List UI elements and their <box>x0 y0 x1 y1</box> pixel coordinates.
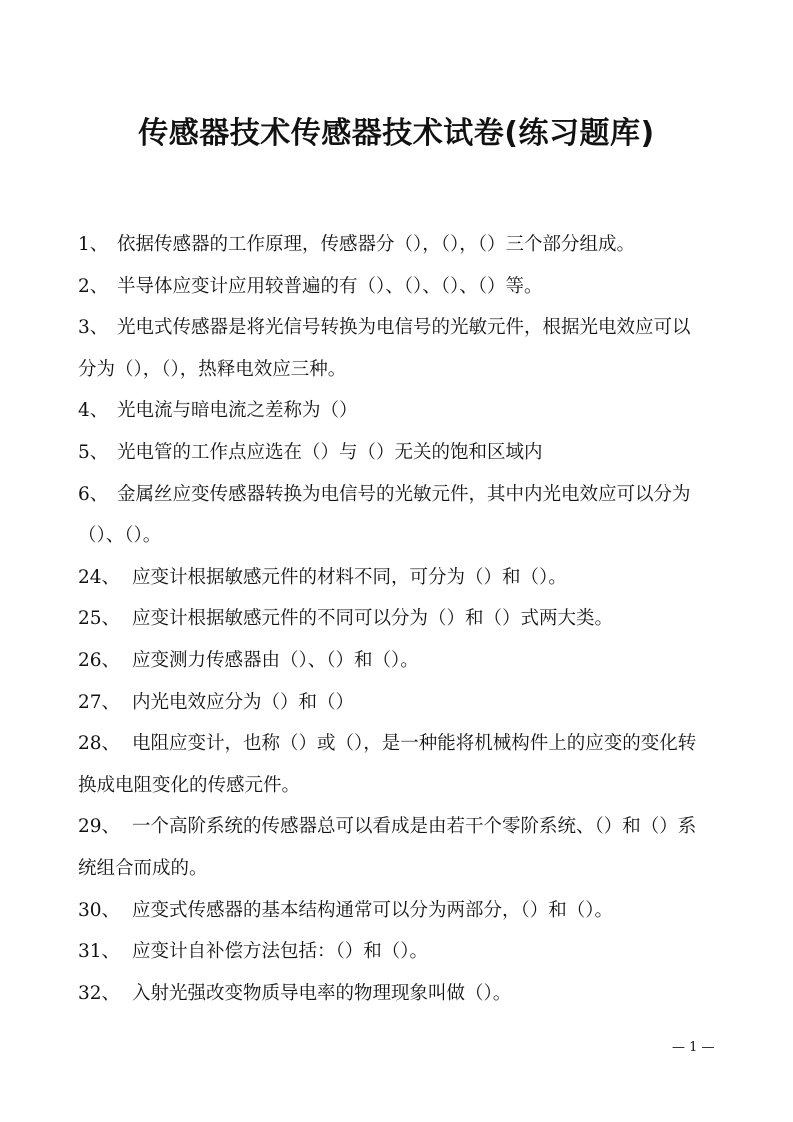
question-item <box>78 890 718 932</box>
question-number: 31、 <box>78 941 121 963</box>
question-item <box>78 723 718 806</box>
question-number: 6、 <box>78 483 109 505</box>
question-line <box>78 765 718 807</box>
question-line <box>78 682 718 724</box>
question-item <box>78 598 718 640</box>
question-number: 4、 <box>78 400 109 422</box>
question-text: 应变计自补偿方法包括：（）和（）。 <box>132 941 429 963</box>
question-line <box>78 266 718 308</box>
question-number: 29、 <box>78 816 121 838</box>
question-text: 入射光强改变物质导电率的物理现象叫做（）。 <box>132 982 512 1004</box>
question-line <box>78 557 718 599</box>
question-item <box>78 224 718 266</box>
question-line <box>78 432 718 474</box>
question-text: 金属丝应变传感器转换为电信号的光敏元件，其中内光电效应可以分为 <box>117 483 691 505</box>
question-number: 3、 <box>78 317 109 339</box>
question-line <box>78 640 718 682</box>
question-line <box>78 598 718 640</box>
question-line <box>78 931 718 973</box>
question-line <box>78 474 718 516</box>
question-number: 27、 <box>78 691 121 713</box>
question-text: 光电管的工作点应选在（）与（）无关的饱和区域内 <box>117 441 543 463</box>
question-text: 换成电阻变化的传感元件。 <box>78 774 301 796</box>
question-item <box>78 682 718 724</box>
document-title: 传感器技术传感器技术试卷(练习题库) <box>138 116 655 151</box>
question-line <box>78 848 718 890</box>
question-line <box>78 349 718 391</box>
question-item <box>78 390 718 432</box>
question-text: 内光电效应分为（）和（） <box>132 691 355 713</box>
question-line <box>78 307 718 349</box>
question-line <box>78 973 718 1015</box>
question-text: 电阻应变计，也称（）或（），是一种能将机械构件上的应变的变化转 <box>132 733 697 755</box>
question-item <box>78 640 718 682</box>
question-item <box>78 806 718 889</box>
question-text: 应变式传感器的基本结构通常可以分为两部分，（）和（）。 <box>132 899 614 921</box>
question-item <box>78 931 718 973</box>
question-text: （）、（）。 <box>78 525 162 547</box>
question-line <box>78 390 718 432</box>
question-text: 分为（），（），热释电效应三种。 <box>78 358 347 380</box>
question-number: 24、 <box>78 566 121 588</box>
question-list <box>78 224 718 1014</box>
question-number: 1、 <box>78 234 109 255</box>
question-line <box>78 515 718 557</box>
question-number: 28、 <box>78 733 121 755</box>
question-number: 2、 <box>78 275 109 297</box>
question-text: 半导体应变计应用较普遍的有（）、（）、（）、（）等。 <box>117 275 543 297</box>
question-number: 26、 <box>78 649 121 671</box>
question-item <box>78 474 718 557</box>
page-number: — 1 — <box>672 1040 715 1055</box>
question-number: 30、 <box>78 899 121 921</box>
question-item <box>78 973 718 1015</box>
question-text: 依据传感器的工作原理，传感器分（），（），（）三个部分组成。 <box>117 234 636 255</box>
question-item <box>78 307 718 390</box>
question-text: 统组合而成的。 <box>78 857 208 879</box>
question-number: 5、 <box>78 441 109 463</box>
question-item <box>78 557 718 599</box>
question-line <box>78 723 718 765</box>
question-text: 应变计根据敏感元件的材料不同，可分为（）和（）。 <box>132 566 567 588</box>
question-text: 应变计根据敏感元件的不同可以分为（）和（）式两大类。 <box>132 608 614 630</box>
question-number: 32、 <box>78 982 121 1004</box>
question-line <box>78 890 718 932</box>
question-line <box>78 806 718 848</box>
question-item <box>78 266 718 308</box>
question-number: 25、 <box>78 608 121 630</box>
question-item <box>78 432 718 474</box>
question-text: 应变测力传感器由（）、（）和（）。 <box>132 649 419 671</box>
question-text: 一个高阶系统的传感器总可以看成是由若干个零阶系统、（）和（）系 <box>132 816 697 838</box>
question-text: 光电式传感器是将光信号转换为电信号的光敏元件，根据光电效应可以 <box>117 317 691 339</box>
question-line <box>78 224 718 266</box>
question-text: 光电流与暗电流之差称为（） <box>117 400 358 422</box>
